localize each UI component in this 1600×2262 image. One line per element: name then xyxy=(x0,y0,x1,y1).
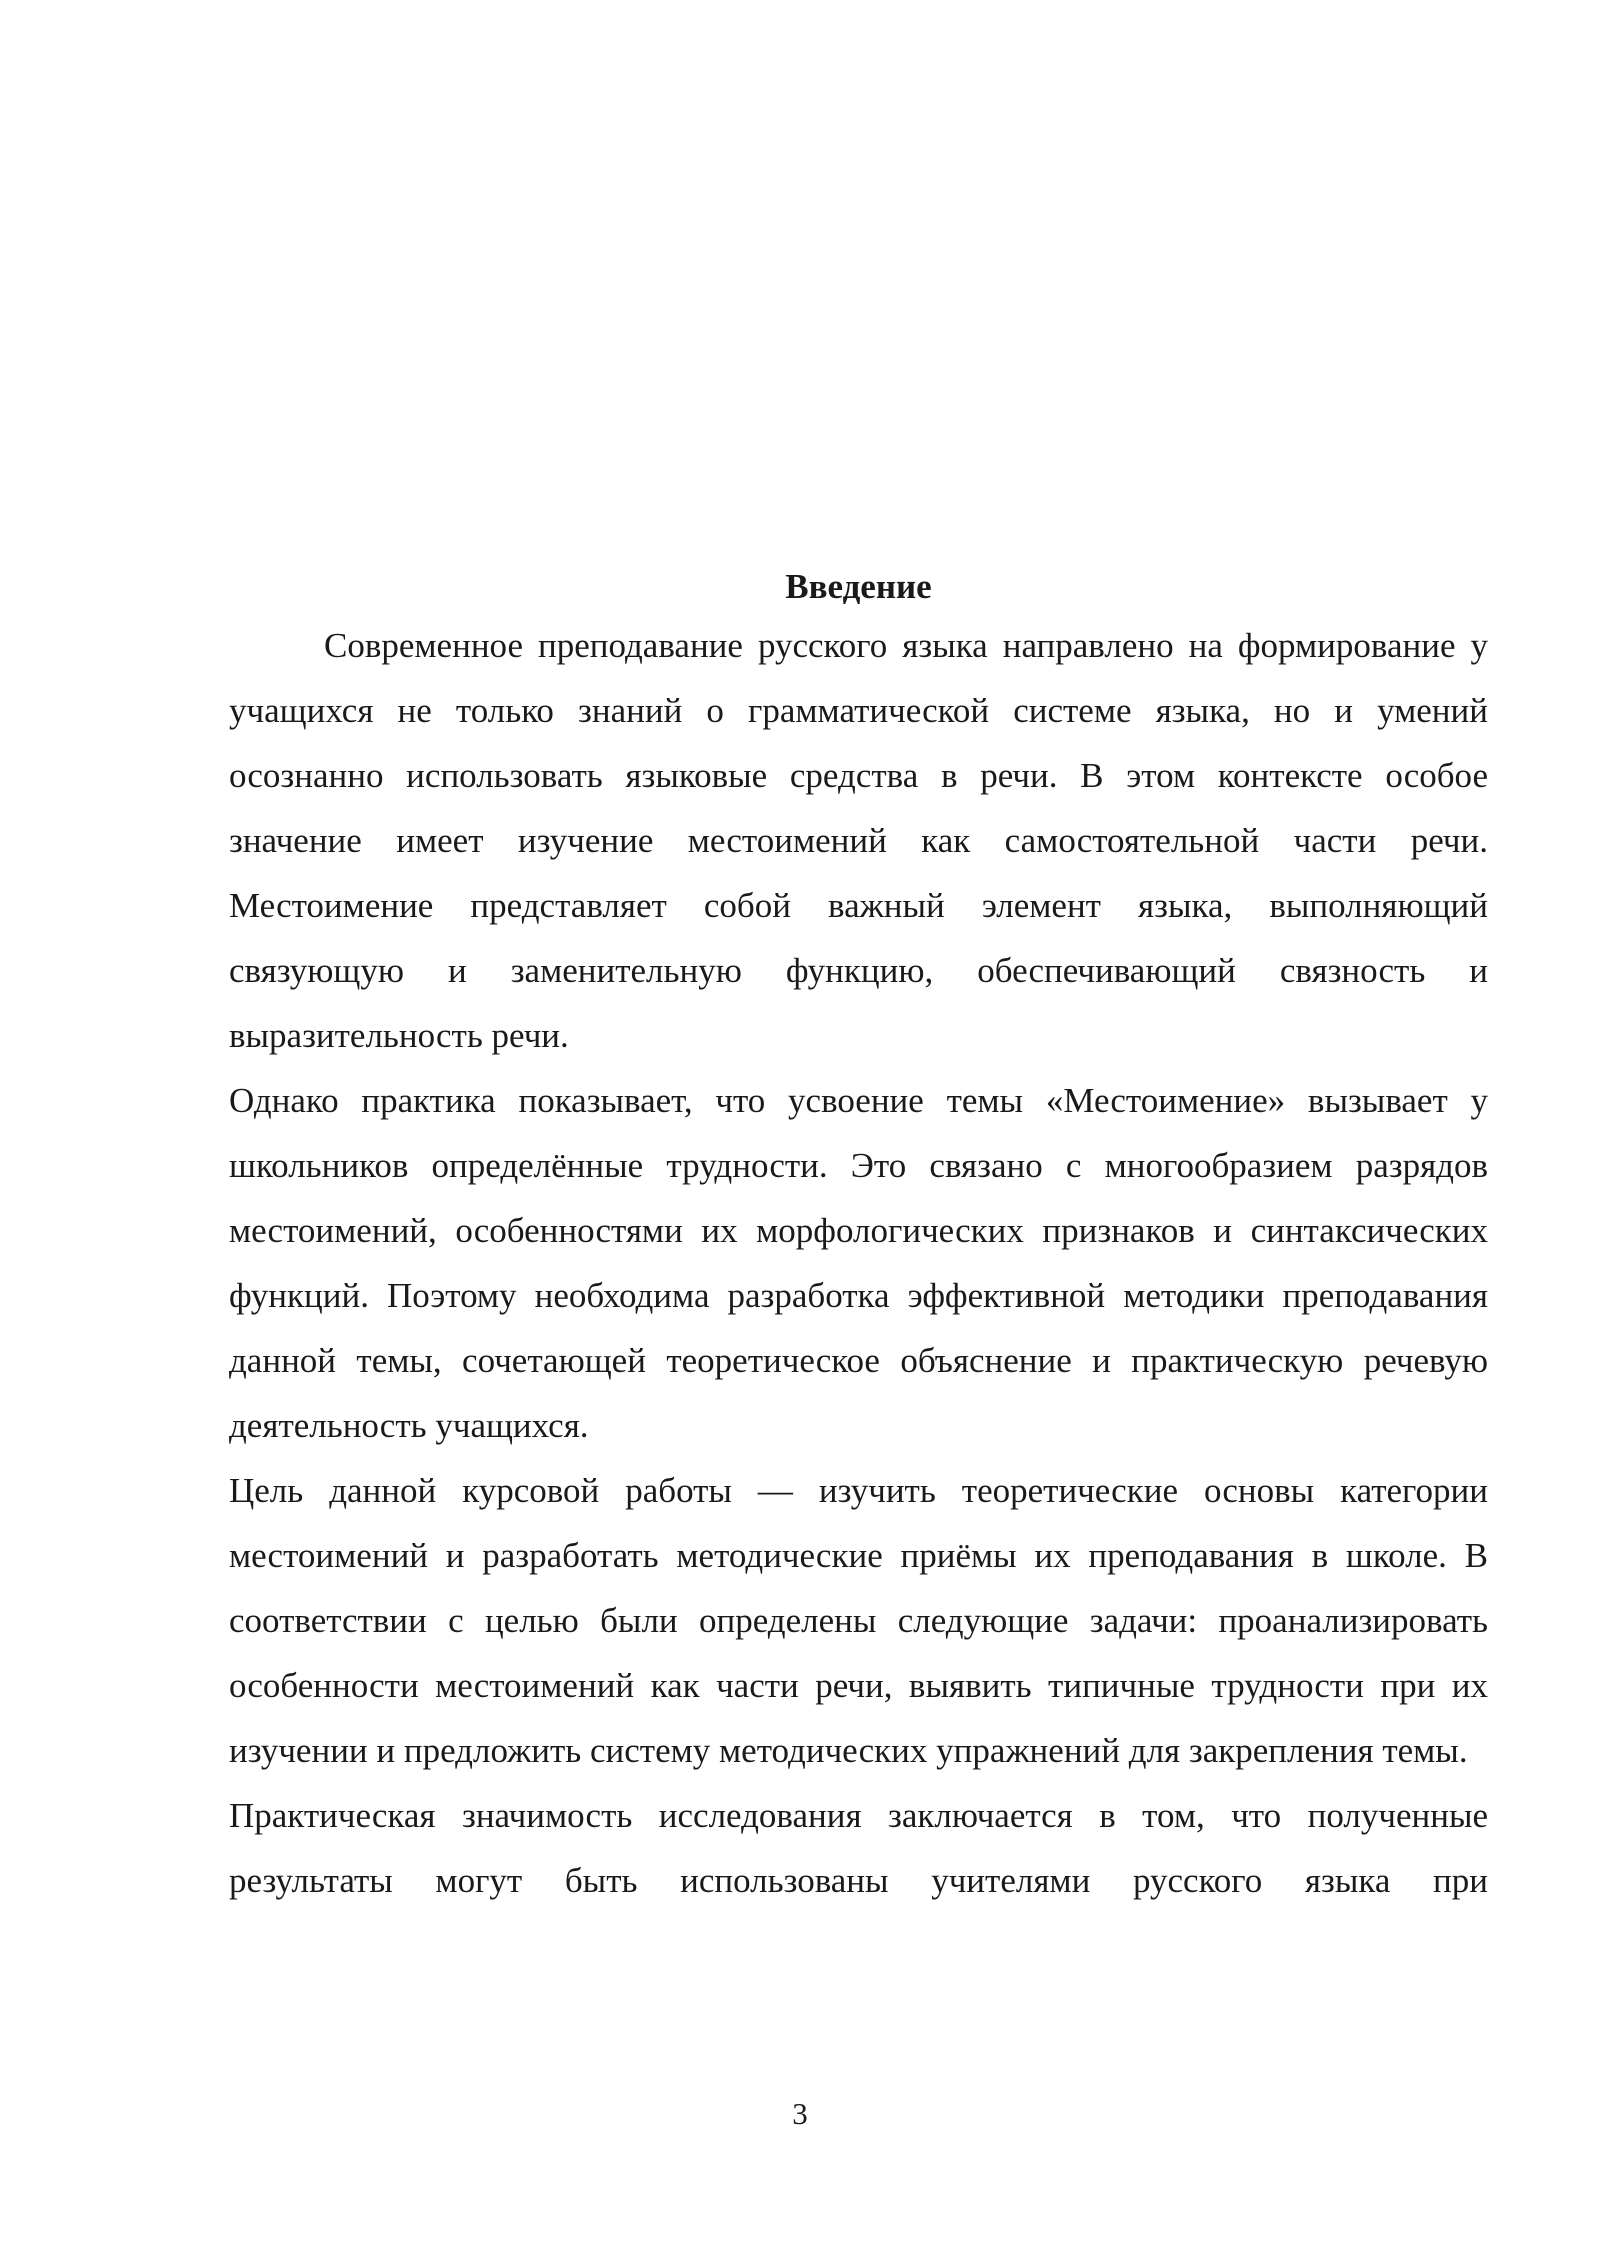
paragraph-difficulties: Однако практика показывает, что усвоение темы «Местоимение» вызывает у школьников определённые трудности. Это связано с многообразием разрядов местоимений, особенностями их морфологических признаков и синтаксических функций. Поэтому необходима разработка эффективной методики преподавания данной темы, сочетающей теоретическое объяснение и практическую речевую деятельность учащихся. xyxy=(229,1081,1488,1445)
section-heading: Введение xyxy=(785,567,932,606)
page-number: 3 xyxy=(792,2096,808,2131)
paragraph-intro: Современное преподавание русского языка направлено на формирование у учащихся не только знаний о грамматической системе языка, но и умений осознанно использовать языковые средства в речи. В этом контексте особое значение имеет изучение местоимений как самостоятельной части речи. Местоимение представляет собой важный элемент языка, выполняющий связующую и заменительную функцию, обеспечивающий связность и выразительность речи. xyxy=(229,626,1488,1055)
paragraph-goal: Цель данной курсовой работы — изучить теоретические основы категории местоимений и разработать методические приёмы их преподавания в школе. В соответствии с целью были определены следующие задачи: проанализировать особенности местоимений как части речи, выявить типичные трудности при их изучении и предложить систему методических упражнений для закрепления темы. xyxy=(229,1471,1488,1770)
page-body xyxy=(229,563,1488,1913)
paragraph-significance: Практическая значимость исследования заключается в том, что полученные результаты могут быть использованы учителями русского языка при xyxy=(229,1796,1488,1900)
